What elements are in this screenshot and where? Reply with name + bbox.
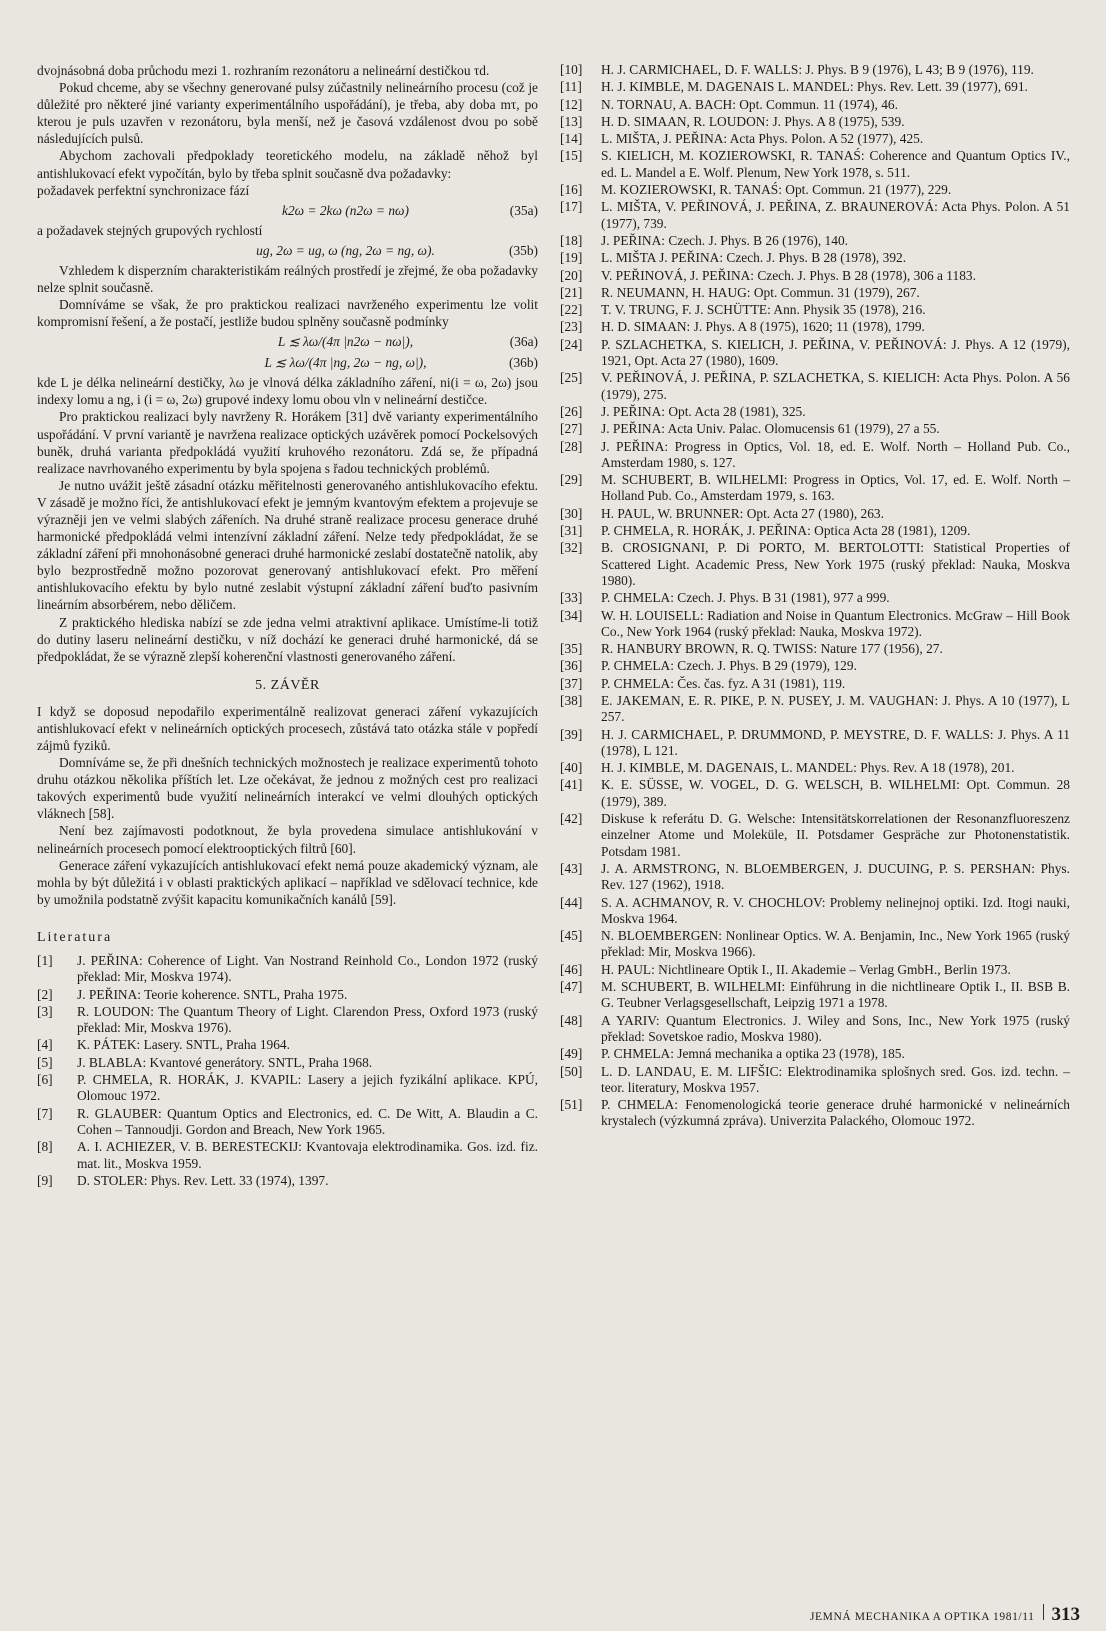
reference-item [560,760,1070,776]
reference-number: [31] [560,523,583,539]
reference-text: P. SZLACHETKA, S. KIELICH, J. PEŘINA, V. PEŘINOVÁ: J. Phys. A 12 (1979), 1921, Opt. Acta 27 (1980), 1609. [601,336,1070,369]
reference-number: [24] [560,336,583,352]
reference-item [560,540,1070,589]
reference-text: H. J. KIMBLE, M. DAGENAIS, L. MANDEL: Phys. Rev. A 18 (1978), 201. [601,760,1015,776]
reference-text: H. D. SIMAAN: J. Phys. A 8 (1975), 1620; 11 (1978), 1799. [601,319,925,335]
equation-number: (36b) [508,355,538,371]
reference-text: J. BLABLA: Kvantové generátory. SNTL, Praha 1968. [77,1054,373,1070]
equation-expression: L ≲ λω/(4π |ng, 2ω − ng, ω|), [264,355,427,371]
reference-text: R. NEUMANN, H. HAUG: Opt. Commun. 31 (1979), 267. [601,284,920,300]
reference-number: [40] [560,760,583,776]
reference-number: [41] [560,777,583,793]
reference-item [560,962,1070,978]
reference-item [560,302,1070,318]
reference-number: [14] [560,131,583,147]
paragraph: Abychom zachovali předpoklady teoretického modelu, na základě něhož byl antishlukovací efekt vypočítán, bylo by třeba splnit současně dva požadavky: [37,148,538,181]
reference-text: A. I. ACHIEZER, V. B. BERESTECKIJ: Kvantovaja elektrodinamika. Gos. izd. fiz. mat. lit., Moskva 1959. [77,1139,538,1171]
reference-text: N. BLOEMBERGEN: Nonlinear Optics. W. A. Benjamin, Inc., New York 1965 (ruský překlad: Mir, Moskva 1966). [601,928,1070,960]
reference-item [560,861,1070,894]
reference-item [560,182,1070,198]
reference-text: L. MIŠTA J. PEŘINA: Czech. J. Phys. B 28 (1978), 392. [601,250,907,266]
reference-number: [12] [560,96,583,112]
reference-number: [30] [560,505,583,521]
reference-number: [49] [560,1046,583,1062]
reference-number: [19] [560,250,583,266]
reference-item [560,1064,1070,1097]
reference-text: R. LOUDON: The Quantum Theory of Light. Clarendon Press, Oxford 1973 (ruský překlad: Mir, Moskva 1976). [77,1003,538,1036]
reference-item [560,233,1070,249]
reference-number: [25] [560,370,583,386]
reference-item [560,1046,1070,1062]
reference-text: M. KOZIEROWSKI, R. TANAŚ: Opt. Commun. 21 (1977), 229. [601,182,952,198]
reference-number: [22] [560,302,583,318]
paragraph: Pro praktickou realizaci byly navrženy R. Horákem [31] dvě varianty experimentálního uspořádání. V první variantě je navržena realizace optických uzávěrek pomocí Pockelsových buněk, druhá varianta předpokládá využití kruhového rezonátoru. Zdá se, že případná realizace navrhovaného experimentu by byla spojena s řadou technických problémů. [37,409,538,476]
equation-35b [37,241,538,260]
reference-text: J. A. ARMSTRONG, N. BLOEMBERGEN, J. DUCUING, P. S. PERSHAN: Phys. Rev. 127 (1962), 1918. [601,860,1070,893]
reference-text: V. PEŘINOVÁ, J. PEŘINA: Czech. J. Phys. B 28 (1978), 306 a 1183. [601,267,976,283]
reference-number: [10] [560,62,583,77]
reference-number: [7] [37,1105,53,1121]
reference-text: P. CHMELA, R. HORÁK, J. PEŘINA: Optica Acta 28 (1981), 1209. [601,523,971,539]
reference-text: R. GLAUBER: Quantum Optics and Electronics, ed. C. De Witt, A. Blaudin a C. Cohen – Tannoudji. Gordon and Breach, New York 1965. [77,1105,538,1137]
reference-text: N. TORNAU, A. BACH: Opt. Commun. 11 (1974), 46. [601,96,898,112]
reference-item [37,987,538,1003]
reference-text: J. PEŘINA: Coherence of Light. Van Nostrand Reinhold Co., London 1972 (ruský překlad: Mir, Moskva 1974). [77,952,538,985]
reference-number: [45] [560,928,583,944]
reference-number: [16] [560,182,583,198]
reference-item [560,658,1070,674]
reference-item [560,506,1070,522]
reference-text: P. CHMELA: Czech. J. Phys. B 29 (1979), 129. [601,658,857,674]
paragraph: Domníváme se, že při dnešních technických možnostech je realizace experimentů tohoto druhu otázkou několika příštích let. Lze očekávat, že jednou z možných cest pro realizaci takových experimentů bude využití nelineárních interakcí ve velmi dlouhých optických vláknech [58]. [37,755,538,822]
reference-item [560,285,1070,301]
reference-item [560,641,1070,657]
paragraph: dvojnásobná doba průchodu mezi 1. rozhraním rezonátoru a nelineární destičkou τd. [37,63,490,78]
reference-text: A YARIV: Quantum Electronics. J. Wiley and Sons, Inc., New York 1975 (ruský překlad: Sovetskoe radio, Moskva 1980). [601,1012,1070,1044]
reference-item [560,928,1070,961]
paragraph: I když se doposud nepodařilo experimentálně realizovat generaci záření vykazujících antishlukovací efekt v nelineárních optických procesech, zůstává tato otázka stále v popředí zájmů fyziků. [37,703,538,753]
reference-number: [8] [37,1139,53,1155]
equation-expression: L ≲ λω/(4π |n2ω − nω|), [277,334,414,350]
reference-number: [3] [37,1003,53,1019]
reference-number: [4] [37,1037,53,1053]
left-column [37,62,538,1190]
reference-text: T. V. TRUNG, F. J. SCHÜTTE: Ann. Physik 35 (1978), 216. [601,302,926,318]
reference-number: [17] [560,199,583,215]
reference-text: S. KIELICH, M. KOZIEROWSKI, R. TANAŚ: Coherence and Quantum Optics IV., ed. L. Mandel a E. Wolf. Plenum, New York 1978, s. 511. [601,148,1070,180]
reference-number: [6] [37,1072,53,1088]
reference-item [37,953,538,986]
reference-item [560,337,1070,370]
reference-number: [20] [560,267,583,283]
reference-number: [28] [560,438,583,454]
paragraph: požadavek perfektní synchronizace fází [37,182,250,198]
reference-item [560,370,1070,403]
reference-item [560,148,1070,181]
reference-item [560,895,1070,928]
paragraph: Pokud chceme, aby se všechny generované pulsy zúčastnily nelineárního procesu (což je důležité pro některé jiné varianty experimentálního uspořádání), je třeba, aby doba mτ, po kterou je puls uzavřen v rezonátoru, byla menší, než je časová vzdálenost dvou po sobě následujících pulsů. [37,80,538,147]
equation-expression: k2ω = 2kω (n2ω = nω) [282,202,409,218]
body-text-block-3 [37,374,538,665]
reference-text: B. CROSIGNANI, P. Di PORTO, M. BERTOLOTTI: Statistical Properties of Scattered Light. Academic Press, New York 1975 (ruský překlad: Nauka, Moskva 1980). [601,540,1070,588]
reference-item [560,114,1070,130]
reference-item [560,727,1070,760]
reference-number: [11] [560,79,582,95]
reference-list-right [560,62,1070,1130]
paragraph: Není bez zajímavosti podotknout, že byla provedena simulace antishlukování v nelineárních procesech pomocí elektrooptických filtrů [60]. [37,823,538,856]
reference-number: [9] [37,1172,53,1188]
reference-item [560,523,1070,539]
reference-number: [1] [37,952,53,968]
reference-text: W. H. LOUISELL: Radiation and Noise in Quantum Electronics. McGraw – Hill Book Co., New York 1964 (ruský překlad: Nauka, Moskva 1972). [601,607,1070,639]
reference-item [37,1139,538,1172]
reference-item [37,1037,538,1053]
reference-number: [51] [560,1097,583,1113]
reference-number: [43] [560,860,583,876]
reference-item [560,268,1070,284]
reference-item [560,1013,1070,1046]
equation-number: (35a) [509,202,538,218]
reference-number: [50] [560,1063,583,1079]
reference-text: M. SCHUBERT, B. WILHELMI: Progress in Optics, Vol. 17, ed. E. Wolf. North – Holland Pub. Co., Amsterdam 1979, s. 163. [601,472,1070,504]
reference-number: [42] [560,811,583,827]
literature-heading: Literatura [37,929,113,945]
paragraph: Domníváme se však, že pro praktickou realizaci navrženého experimentu lze volit kompromisní řešení, a že postačí, jestliže budou splněny současně podmínky [37,297,538,330]
reference-text: J. PEŘINA: Czech. J. Phys. B 26 (1976), 140. [601,232,848,248]
reference-item [560,79,1070,95]
reference-text: H. D. SIMAAN, R. LOUDON: J. Phys. A 8 (1975), 539. [601,113,905,129]
reference-item [560,97,1070,113]
reference-text: H. J. CARMICHAEL, P. DRUMMOND, P. MEYSTRE, D. F. WALLS: J. Phys. A 11 (1978), L 121. [601,726,1070,758]
reference-number: [21] [560,284,583,300]
reference-text: J. PEŘINA: Opt. Acta 28 (1981), 325. [601,403,806,419]
section-heading: 5. ZÁVĚR [255,677,320,693]
reference-text: D. STOLER: Phys. Rev. Lett. 33 (1974), 1397. [77,1172,329,1188]
reference-item [560,131,1070,147]
paragraph: kde L je délka nelineární destičky, λω je vlnová délka základního záření, ni(i = ω, 2ω) jsou indexy lomu a ng, i (i = ω, 2ω) grupové indexy lomu obou vln v nelineární destičce. [37,375,538,408]
reference-number: [2] [37,986,53,1002]
reference-text: K. E. SÜSSE, W. VOGEL, D. G. WELSCH, B. WILHELMI: Opt. Commun. 28 (1979), 389. [601,777,1070,809]
reference-number: [29] [560,472,583,488]
reference-item [560,693,1070,726]
paragraph: Z praktického hlediska nabízí se zde jedna velmi atraktivní aplikace. Umístíme-li totiž do dutiny laseru nelineární destičku, v níž dochází ke generaci druhé harmonické, dá se předpokládat, že se výrazně zlepší koherenční vlastnosti generovaného záření. [37,614,538,664]
reference-text: Diskuse k referátu D. G. Welsche: Intensitätskorrelationen der Resonanzfluoreszenz einzelner Atome und Moleküle, II. Potsdamer Gespräche zur Photonenstatistik. Potsdam 1981. [601,811,1070,859]
paragraph: Je nutno uvážit ještě zásadní otázku měřitelnosti generovaného antishlukovacího efektu. V zásadě je možno říci, že antishlukovací efekt je jemným kvantovým efektem a projevuje se výrazněji jen ve velmi slabých zářeních. Na druhé straně realizace procesu generace druhé harmonické předpokládá velmi intenzívní základní záření. Nelze tedy předpokládat, že se základní záření při mnohonásobné generaci druhé harmonické zeslabí dostatečně natolik, aby bylo bezprostředně možno pozorovat generovaný antishlukovací efekt. Pro měření antishlukovacího efektu by bylo nutné zeslabit výstupní základní záření buďto pasivním lineárním absorbérem, nebo děličem. [37,477,538,613]
reference-item [560,62,1070,78]
reference-text: P. CHMELA: Czech. J. Phys. B 31 (1981), 977 a 999. [601,590,890,606]
body-text-block-2 [37,262,538,330]
reference-text: E. JAKEMAN, E. R. PIKE, P. N. PUSEY, J. M. VAUGHAN: J. Phys. A 10 (1977), L 257. [601,692,1070,725]
body-line: a požadavek stejných grupových rychlostí [37,222,263,238]
reference-text: M. SCHUBERT, B. WILHELMI: Einführung in die nichtlineare Optik I., II. BSB B. G. Teubner Verlagsgesellschaft, Leipzig 1971 a 1978. [601,979,1070,1011]
reference-number: [47] [560,979,583,995]
reference-number: [5] [37,1054,53,1070]
reference-list-left [37,953,538,1189]
reference-number: [36] [560,658,583,674]
equation-number: (36a) [509,334,538,350]
reference-item [560,421,1070,437]
reference-item [560,319,1070,335]
reference-item [560,979,1070,1012]
reference-item [560,608,1070,641]
reference-number: [18] [560,232,583,248]
reference-text: H. PAUL, W. BRUNNER: Opt. Acta 27 (1980), 263. [601,505,884,521]
reference-text: L. MIŠTA, J. PEŘINA: Acta Phys. Polon. A 52 (1977), 425. [601,131,924,147]
body-text-block-1 [37,62,538,199]
reference-item [37,1055,538,1071]
reference-number: [27] [560,421,583,437]
reference-text: H. J. CARMICHAEL, D. F. WALLS: J. Phys. B 9 (1976), L 43; B 9 (1976), 119. [601,62,1034,77]
reference-number: [48] [560,1012,583,1028]
reference-number: [44] [560,894,583,910]
reference-item [37,1072,538,1105]
reference-item [560,472,1070,505]
reference-number: [23] [560,319,583,335]
page-footer [660,1604,1080,1626]
reference-text: V. PEŘINOVÁ, J. PEŘINA, P. SZLACHETKA, S. KIELICH: Acta Phys. Polon. A 56 (1979), 275. [601,370,1070,402]
reference-number: [34] [560,607,583,623]
right-column [560,62,1070,1131]
equation-35a [37,201,538,220]
reference-item [560,811,1070,860]
reference-number: [33] [560,590,583,606]
reference-text: P. CHMELA: Jemná mechanika a optika 23 (1978), 185. [601,1046,905,1062]
reference-number: [39] [560,726,583,742]
reference-item [560,590,1070,606]
reference-text: L. MIŠTA, V. PEŘINOVÁ, J. PEŘINA, Z. BRAUNEROVÁ: Acta Phys. Polon. A 51 (1977), 739. [601,199,1070,231]
reference-item [37,1173,538,1189]
reference-item [560,250,1070,266]
equation-36a [37,332,538,351]
page-number: 313 [1051,1604,1080,1625]
reference-item [37,1106,538,1139]
reference-text: S. A. ACHMANOV, R. V. CHOCHLOV: Problemy nelinejnoj optiki. Izd. Itogi nauki, Moskva 1964. [601,894,1070,926]
reference-number: [46] [560,961,583,977]
reference-item [560,777,1070,810]
reference-number: [35] [560,641,583,657]
paragraph: Vzhledem k disperzním charakteristikám reálných prostředí je zřejmé, že oba požadavky nelze splnit současně. [37,262,538,295]
reference-item [560,199,1070,232]
reference-text: R. HANBURY BROWN, R. Q. TWISS: Nature 177 (1956), 27. [601,641,943,657]
reference-number: [37] [560,675,583,691]
equation-36b [37,353,538,372]
conclusion-text [37,703,538,908]
reference-text: J. PEŘINA: Teorie koherence. SNTL, Praha 1975. [77,986,348,1002]
reference-item [560,676,1070,692]
reference-item [37,1004,538,1037]
reference-text: L. D. LANDAU, E. M. LIFŠIC: Elektrodinamika splošnych sred. Gos. izd. techn. – teor. literatury, Moskva 1957. [601,1063,1070,1095]
reference-text: P. CHMELA, R. HORÁK, J. KVAPIL: Lasery a jejich fyzikální aplikace. KPÚ, Olomouc 1972. [77,1072,538,1104]
equation-number: (35b) [508,242,538,258]
reference-number: [32] [560,540,583,556]
reference-item [560,439,1070,472]
journal-name: JEMNÁ MECHANIKA A OPTIKA 1981/11 [809,1611,1035,1623]
reference-text: J. PEŘINA: Acta Univ. Palac. Olomucensis 61 (1979), 27 a 55. [601,421,940,437]
reference-text: K. PÁTEK: Lasery. SNTL, Praha 1964. [77,1037,290,1053]
reference-item [560,1097,1070,1130]
reference-number: [13] [560,113,583,129]
paragraph: Generace záření vykazujících antishlukovací efekt nemá pouze akademický význam, ale mohla by být důležitá i v oblasti praktických aplikací – například ve sdělovací technice, kde by umožnila podstatně zvýšit kapacitu komunikačních kanálů [59]. [37,857,538,907]
reference-text: H. J. KIMBLE, M. DAGENAIS L. MANDEL: Phys. Rev. Lett. 39 (1977), 691. [601,79,1028,95]
reference-item [560,404,1070,420]
reference-number: [26] [560,403,583,419]
footer-divider [1043,1604,1044,1620]
reference-text: P. CHMELA: Čes. čas. fyz. A 31 (1981), 119. [601,675,846,691]
equation-expression: ug, 2ω = ug, ω (ng, 2ω = ng, ω). [256,242,435,258]
reference-text: J. PEŘINA: Progress in Optics, Vol. 18, ed. E. Wolf. North – Holland Pub. Co., Amsterdam 1980, s. 127. [601,438,1070,470]
reference-number: [38] [560,692,583,708]
reference-text: H. PAUL: Nichtlineare Optik I., II. Akademie – Verlag GmbH., Berlin 1973. [601,961,1011,977]
reference-text: P. CHMELA: Fenomenologická teorie generace druhé harmonické v nelineárních krystalech (výzkumná zpráva). Univerzita Palackého, Olomouc 1972. [601,1097,1070,1129]
reference-number: [15] [560,148,583,164]
